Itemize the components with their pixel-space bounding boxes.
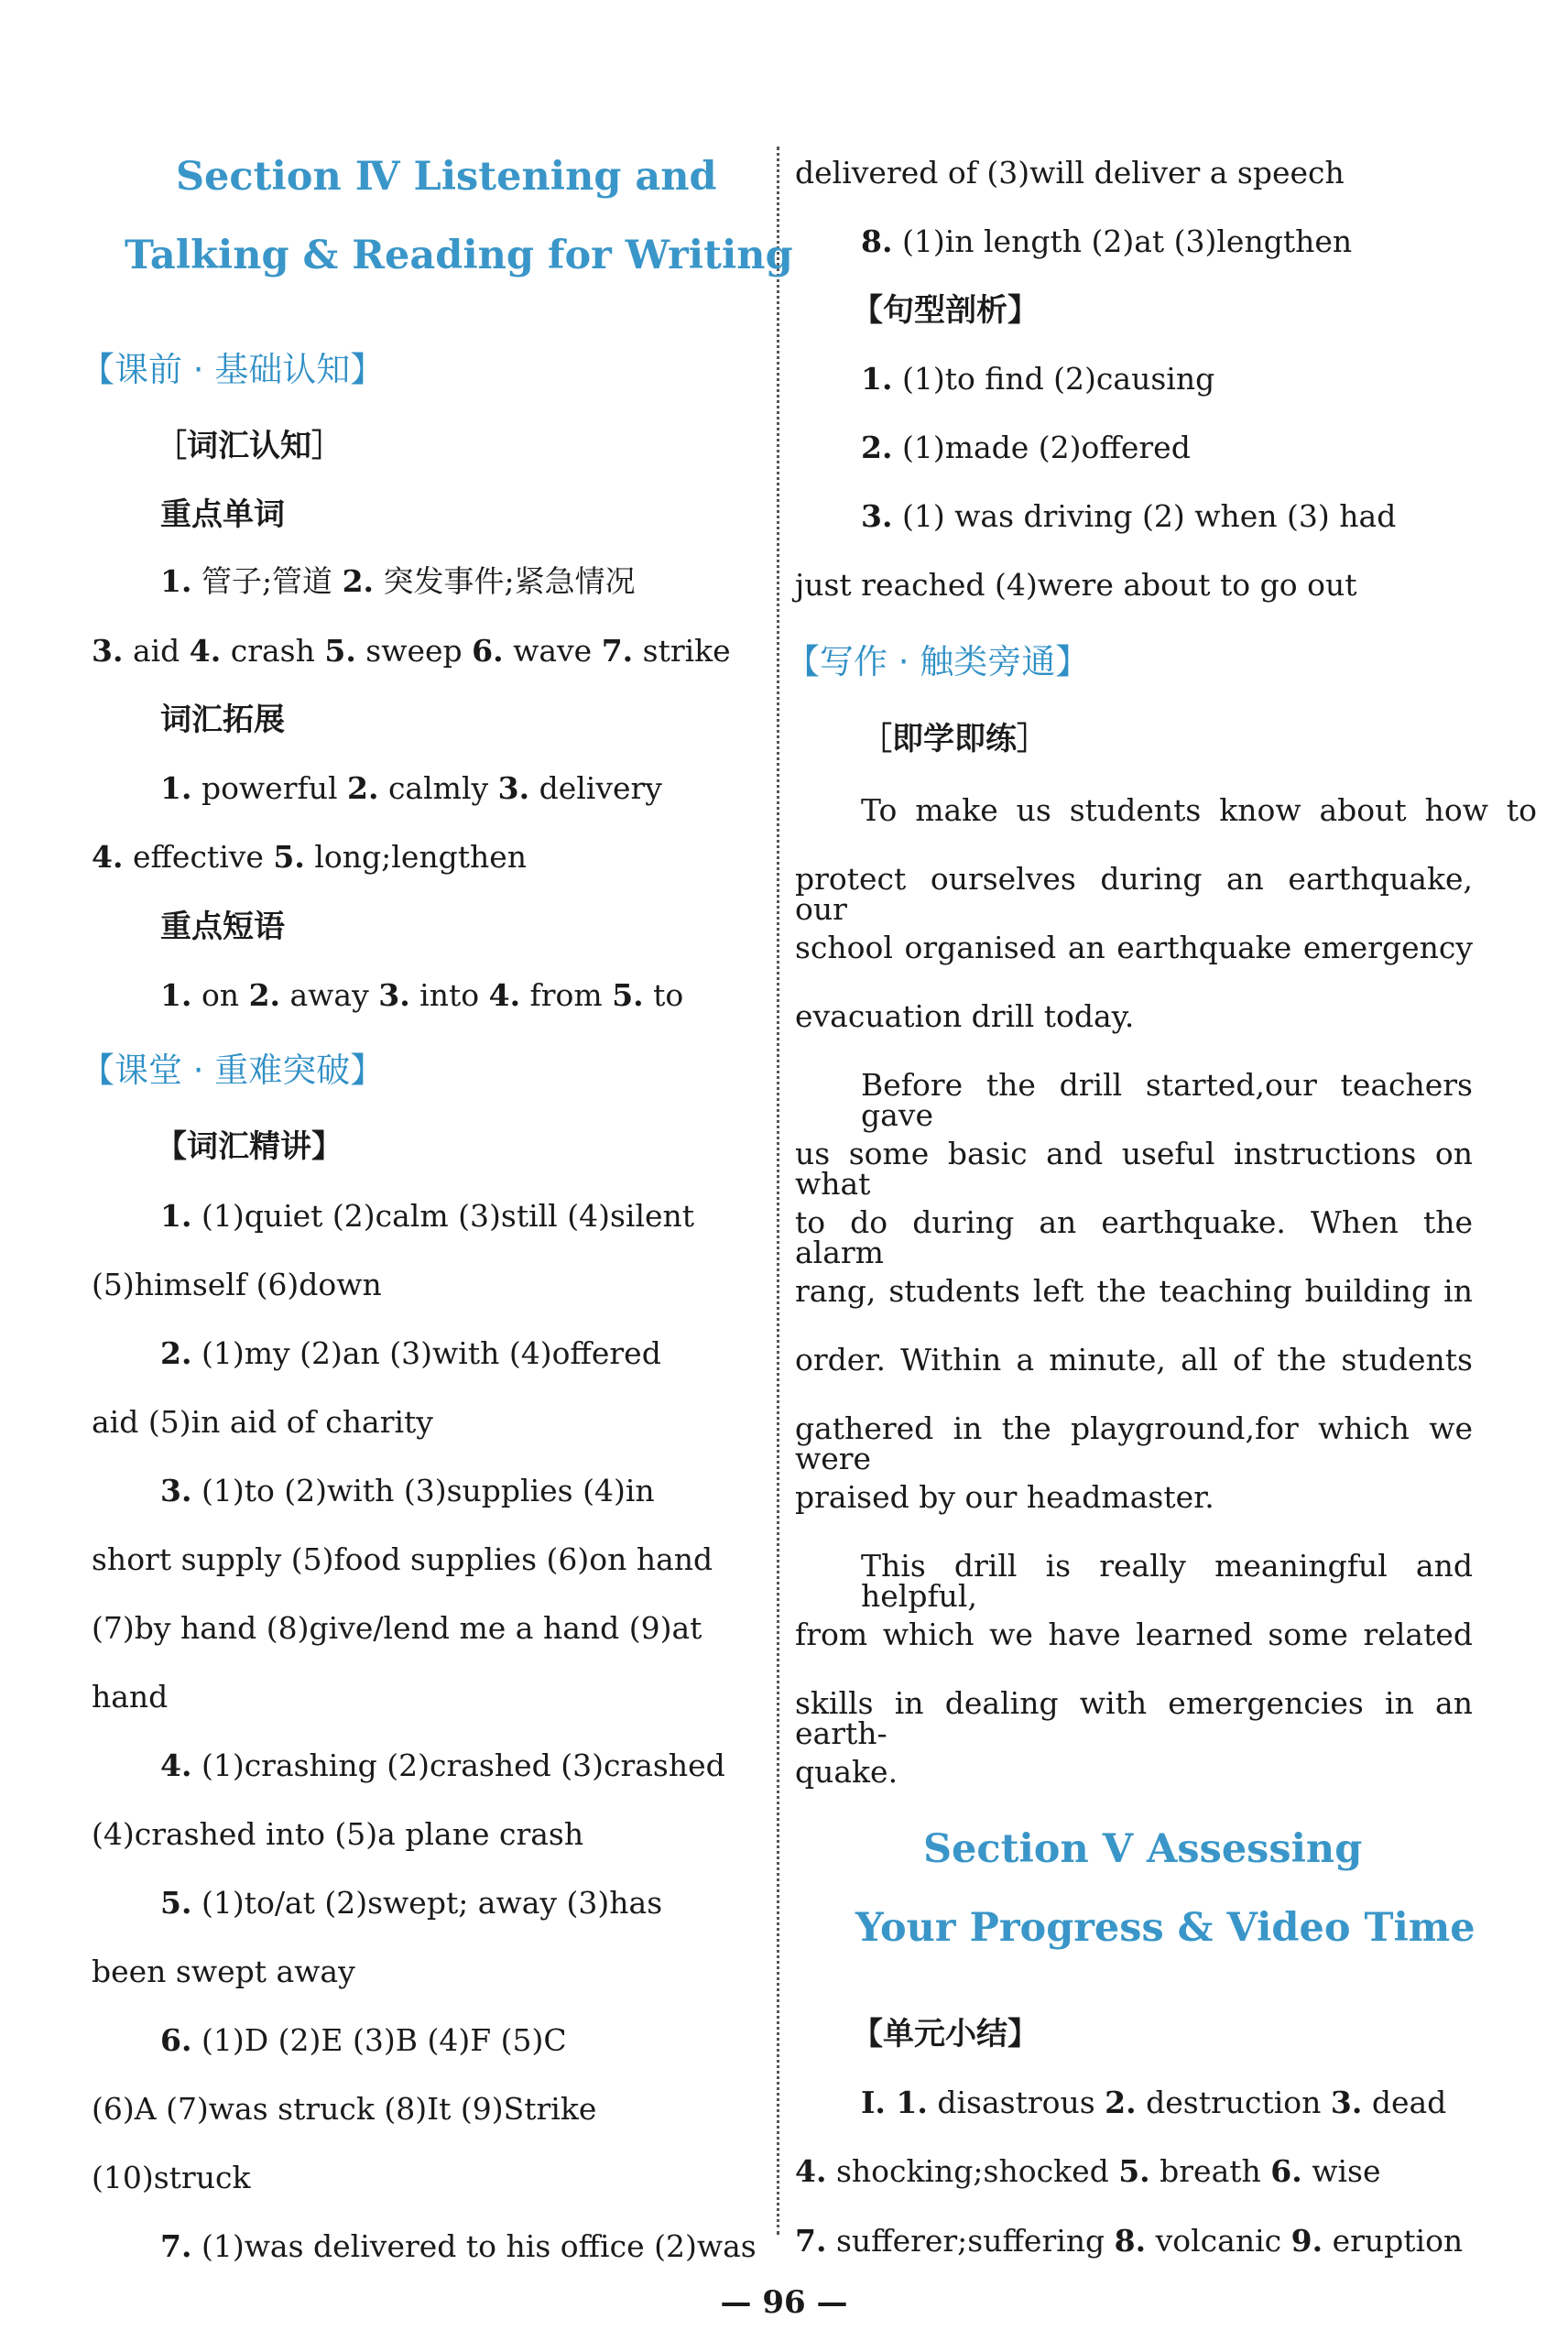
- in-class-heading: 【课堂 · 重难突破】: [81, 1051, 385, 1090]
- s3-line-2: just reached (4)were about to go out: [795, 567, 1357, 603]
- s3-line-1: 3. (1) was driving (2) when (3) had: [861, 498, 1397, 534]
- essay-p1-line-2: protect ourselves during an earthquake, our: [795, 861, 1473, 927]
- q2-line-2: aid (5)in aid of charity: [92, 1404, 433, 1440]
- vocab-explain-heading: 【词汇精讲】: [156, 1128, 343, 1165]
- q8-line: 8. (1)in length (2)at (3)lengthen: [861, 223, 1353, 259]
- practice-heading: ［即学即练］: [861, 721, 1048, 757]
- q1-line-2: (5)himself (6)down: [92, 1267, 382, 1302]
- key-words-line-1: 1. 管子;管道 2. 突发事件;紧急情况: [160, 563, 636, 599]
- q4-line-2: (4)crashed into (5)a plane crash: [92, 1816, 584, 1852]
- q2-line-1: 2. (1)my (2)an (3)with (4)offered: [160, 1335, 661, 1371]
- q7-line-2: delivered of (3)will deliver a speech: [795, 155, 1345, 191]
- q6-line-1: 6. (1)D (2)E (3)B (4)F (5)C: [160, 2022, 567, 2058]
- essay-p2-line-5: order. Within a minute, all of the students: [795, 1342, 1473, 1377]
- vocab-cognition-heading: ［词汇认知］: [156, 428, 343, 464]
- s1-line: 1. (1)to find (2)causing: [861, 361, 1215, 397]
- q3-line-4: hand: [92, 1679, 169, 1715]
- essay-p3-line-1: This drill is really meaningful and helpful,: [861, 1548, 1473, 1614]
- essay-p1-line-4: evacuation drill today.: [795, 998, 1135, 1034]
- unit-summary-line-2: 4. shocking;shocked 5. breath 6. wise: [795, 2153, 1381, 2189]
- q3-line-3: (7)by hand (8)give/lend me a hand (9)at: [92, 1610, 702, 1646]
- unit-summary-line-1: Ⅰ. 1. disastrous 2. destruction 3. dead: [861, 2085, 1447, 2120]
- page-number: — 96 —: [720, 2284, 848, 2321]
- essay-p3-line-4: quake.: [795, 1754, 898, 1790]
- q3-line-2: short supply (5)food supplies (6)on hand: [92, 1541, 713, 1577]
- vocab-expand-heading: 词汇拓展: [160, 702, 285, 738]
- vocab-expand-line-1: 1. powerful 2. calmly 3. delivery: [160, 770, 662, 806]
- vocab-expand-line-2: 4. effective 5. long;lengthen: [92, 839, 528, 875]
- key-phrases-line: 1. on 2. away 3. into 4. from 5. to: [160, 977, 684, 1013]
- s2-line: 2. (1)made (2)offered: [861, 430, 1191, 465]
- unit-summary-line-3: 7. sufferer;suffering 8. volcanic 9. eruption: [795, 2223, 1464, 2259]
- q5-line-1: 5. (1)to/at (2)swept; away (3)has: [160, 1885, 663, 1921]
- q1-line-1: 1. (1)quiet (2)calm (3)still (4)silent: [160, 1198, 695, 1234]
- essay-p2-line-7: praised by our headmaster.: [795, 1479, 1214, 1515]
- essay-p2-line-6: gathered in the playground,for which we were: [795, 1410, 1473, 1476]
- q6-line-3: (10)struck: [92, 2160, 251, 2195]
- essay-p1-line-1: To make us students know about how to: [861, 792, 1537, 828]
- essay-p2-line-3: to do during an earthquake. When the alarm: [795, 1204, 1473, 1270]
- essay-p3-line-3: skills in dealing with emergencies in an earth-: [795, 1685, 1473, 1751]
- section5-title-line2: Your Progress & Video Time: [855, 1905, 1475, 1951]
- column-divider: [777, 147, 779, 2235]
- key-phrases-heading: 重点短语: [160, 909, 285, 945]
- q3-line-1: 3. (1)to (2)with (3)supplies (4)in: [160, 1473, 655, 1508]
- section4-title-line2: Talking & Reading for Writing: [125, 233, 793, 278]
- section4-title-line1: Section Ⅳ Listening and: [176, 154, 717, 200]
- q7-line-1: 7. (1)was delivered to his office (2)was: [160, 2228, 757, 2264]
- essay-p2-line-4: rang, students left the teaching building in: [795, 1273, 1473, 1309]
- before-class-heading: 【课前 · 基础认知】: [81, 350, 385, 389]
- essay-p3-line-2: from which we have learned some related: [795, 1617, 1473, 1652]
- q5-line-2: been swept away: [92, 1954, 355, 1989]
- q6-line-2: (6)A (7)was struck (8)It (9)Strike: [92, 2091, 597, 2127]
- unit-summary-heading: 【单元小结】: [852, 2016, 1039, 2052]
- key-words-line-2: 3. aid 4. crash 5. sweep 6. wave 7. strike: [92, 633, 731, 669]
- key-words-heading: 重点单词: [160, 496, 285, 533]
- writing-heading: 【写作 · 触类旁通】: [786, 642, 1090, 681]
- essay-p2-line-1: Before the drill started,our teachers gave: [861, 1067, 1473, 1133]
- essay-p2-line-2: us some basic and useful instructions on what: [795, 1136, 1473, 1202]
- essay-p1-line-3: school organised an earthquake emergency: [795, 930, 1473, 965]
- sentence-analysis-heading: 【句型剖析】: [852, 292, 1039, 329]
- section5-title-line1: Section Ⅴ Assessing: [923, 1826, 1363, 1872]
- q4-line-1: 4. (1)crashing (2)crashed (3)crashed: [160, 1748, 725, 1783]
